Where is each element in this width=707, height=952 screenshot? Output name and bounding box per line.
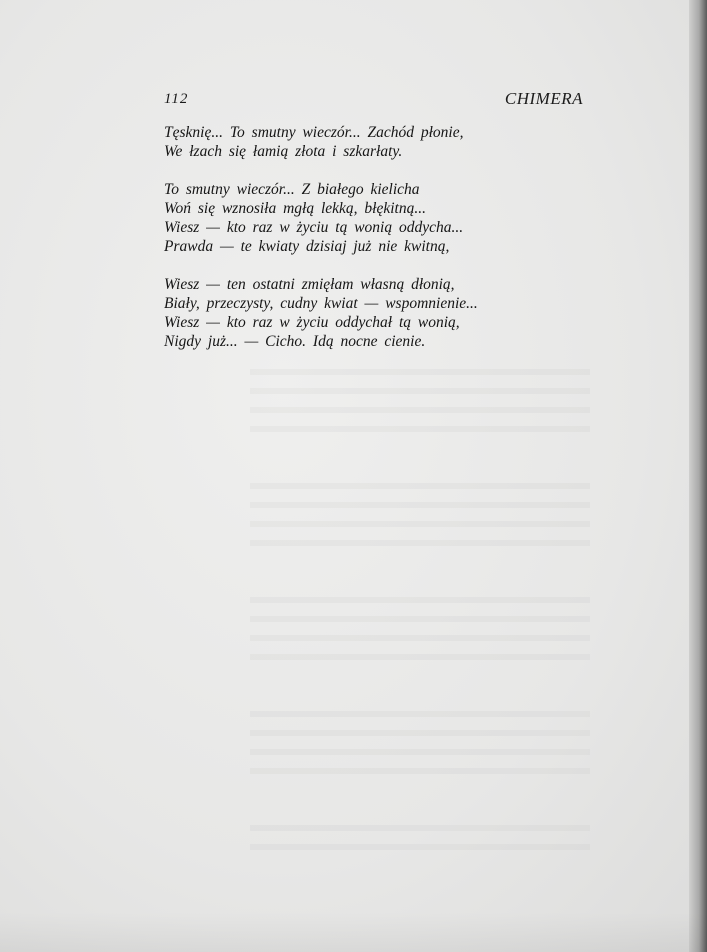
page-number: 112	[164, 91, 189, 107]
verse-line: We łzach się łamią złota i szkarłaty.	[164, 143, 403, 160]
verse-line: Wiesz — ten ostatni zmięłam własną dłonią,	[164, 276, 455, 293]
page-edge-shadow	[689, 0, 707, 952]
stanza-1	[164, 123, 478, 161]
verse-line: Woń się wznosiła mgłą lekką, błękitną...	[164, 200, 426, 217]
poem-text	[164, 123, 478, 370]
verse-line: Wiesz — kto raz w życiu tą wonią oddycha...	[164, 219, 464, 236]
page-bottom-shade	[0, 912, 707, 952]
bleed-through-text	[250, 356, 590, 850]
stanza-2	[164, 180, 478, 256]
verse-line: To smutny wieczór... Z białego kielicha	[164, 181, 420, 198]
verse-line: Tęsknię... To smutny wieczór... Zachód płonie,	[164, 124, 464, 141]
verse-line: Wiesz — kto raz w życiu oddychał tą wonią,	[164, 314, 460, 331]
verse-line: Biały, przeczysty, cudny kwiat — wspomnienie...	[164, 295, 478, 312]
verse-line: Prawda — te kwiaty dzisiaj już nie kwitną,	[164, 238, 450, 255]
verse-line: Nigdy już... — Cicho. Idą nocne cienie.	[164, 333, 426, 350]
running-title: CHIMERA	[504, 89, 583, 108]
stanza-3	[164, 275, 478, 351]
